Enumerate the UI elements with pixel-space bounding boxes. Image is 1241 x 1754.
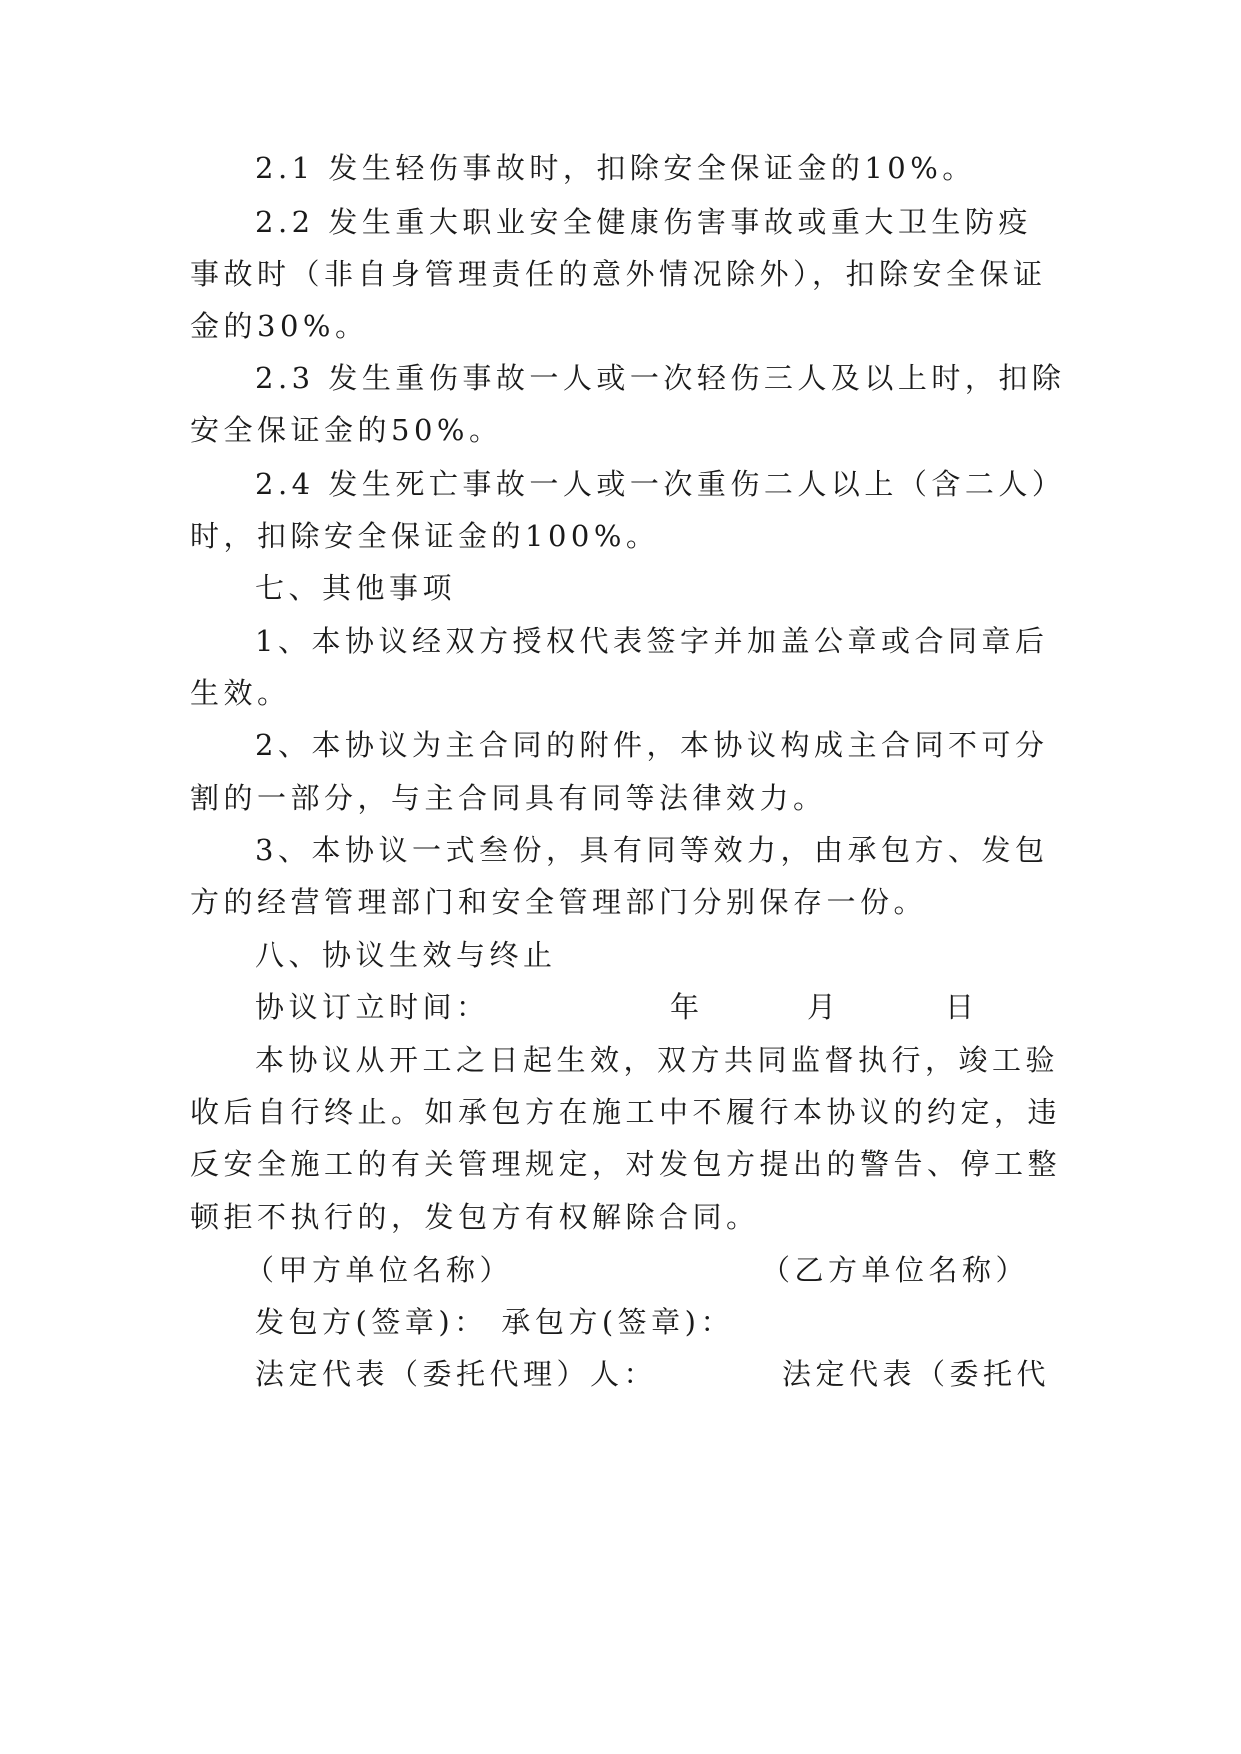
date-month: 月	[807, 990, 841, 1024]
signature-line: 发包方(签章)： 承包方(签章)：	[255, 1305, 734, 1339]
rep-left: 法定代表（委托代理）人：	[255, 1357, 658, 1391]
effect-line-3: 反安全施工的有关管理规定，对发包方提出的警告、停工整	[190, 1147, 1062, 1181]
effect-line-1: 本协议从开工之日起生效，双方共同监督执行，竣工验	[255, 1043, 1060, 1077]
item-1-line-2: 生效。	[190, 676, 291, 710]
clause-2-3-line-2: 安全保证金的50%。	[190, 413, 503, 447]
party-a-name: （甲方单位名称）	[245, 1253, 514, 1287]
date-year: 年	[670, 990, 704, 1024]
item-1-line-1: 1、本协议经双方授权代表签字并加盖公章或合同章后	[255, 624, 1049, 658]
section-heading-7: 七、其他事项	[255, 571, 457, 605]
section-heading-8: 八、协议生效与终止	[255, 938, 557, 972]
item-2-line-2: 割的一部分，与主合同具有同等法律效力。	[190, 781, 827, 815]
clause-2-2-line-3: 金的30%。	[190, 309, 369, 343]
effect-line-2: 收后自行终止。如承包方在施工中不履行本协议的约定，违	[190, 1095, 1062, 1129]
date-label: 协议订立时间：	[255, 990, 490, 1024]
clause-2-3-line-1: 2.3 发生重伤事故一人或一次轻伤三人及以上时，扣除	[255, 361, 1066, 395]
date-line	[255, 987, 1060, 1027]
clause-2-2-line-2: 事故时（非自身管理责任的意外情况除外），扣除安全保证	[190, 257, 1047, 291]
item-3-line-1: 3、本协议一式叁份，具有同等效力，由承包方、发包	[255, 833, 1049, 867]
representative-line	[255, 1354, 1060, 1394]
party-b-name: （乙方单位名称）	[761, 1253, 1030, 1287]
item-2-line-1: 2、本协议为主合同的附件，本协议构成主合同不可分	[255, 728, 1049, 762]
effect-line-4: 顿拒不执行的，发包方有权解除合同。	[190, 1200, 760, 1234]
clause-2-1: 2.1 发生轻伤事故时，扣除安全保证金的10%。	[255, 151, 976, 185]
date-day: 日	[945, 990, 979, 1024]
clause-2-2-line-1: 2.2 发生重大职业安全健康伤害事故或重大卫生防疫	[255, 205, 1032, 239]
rep-right: 法定代表（委托代	[782, 1357, 1051, 1391]
clause-2-4-line-2: 时，扣除安全保证金的100%。	[190, 519, 660, 553]
clause-2-4-line-1: 2.4 发生死亡事故一人或一次重伤二人以上（含二人）	[255, 467, 1066, 501]
parties-line	[245, 1250, 1060, 1290]
item-3-line-2: 方的经营管理部门和安全管理部门分别保存一份。	[190, 885, 928, 919]
